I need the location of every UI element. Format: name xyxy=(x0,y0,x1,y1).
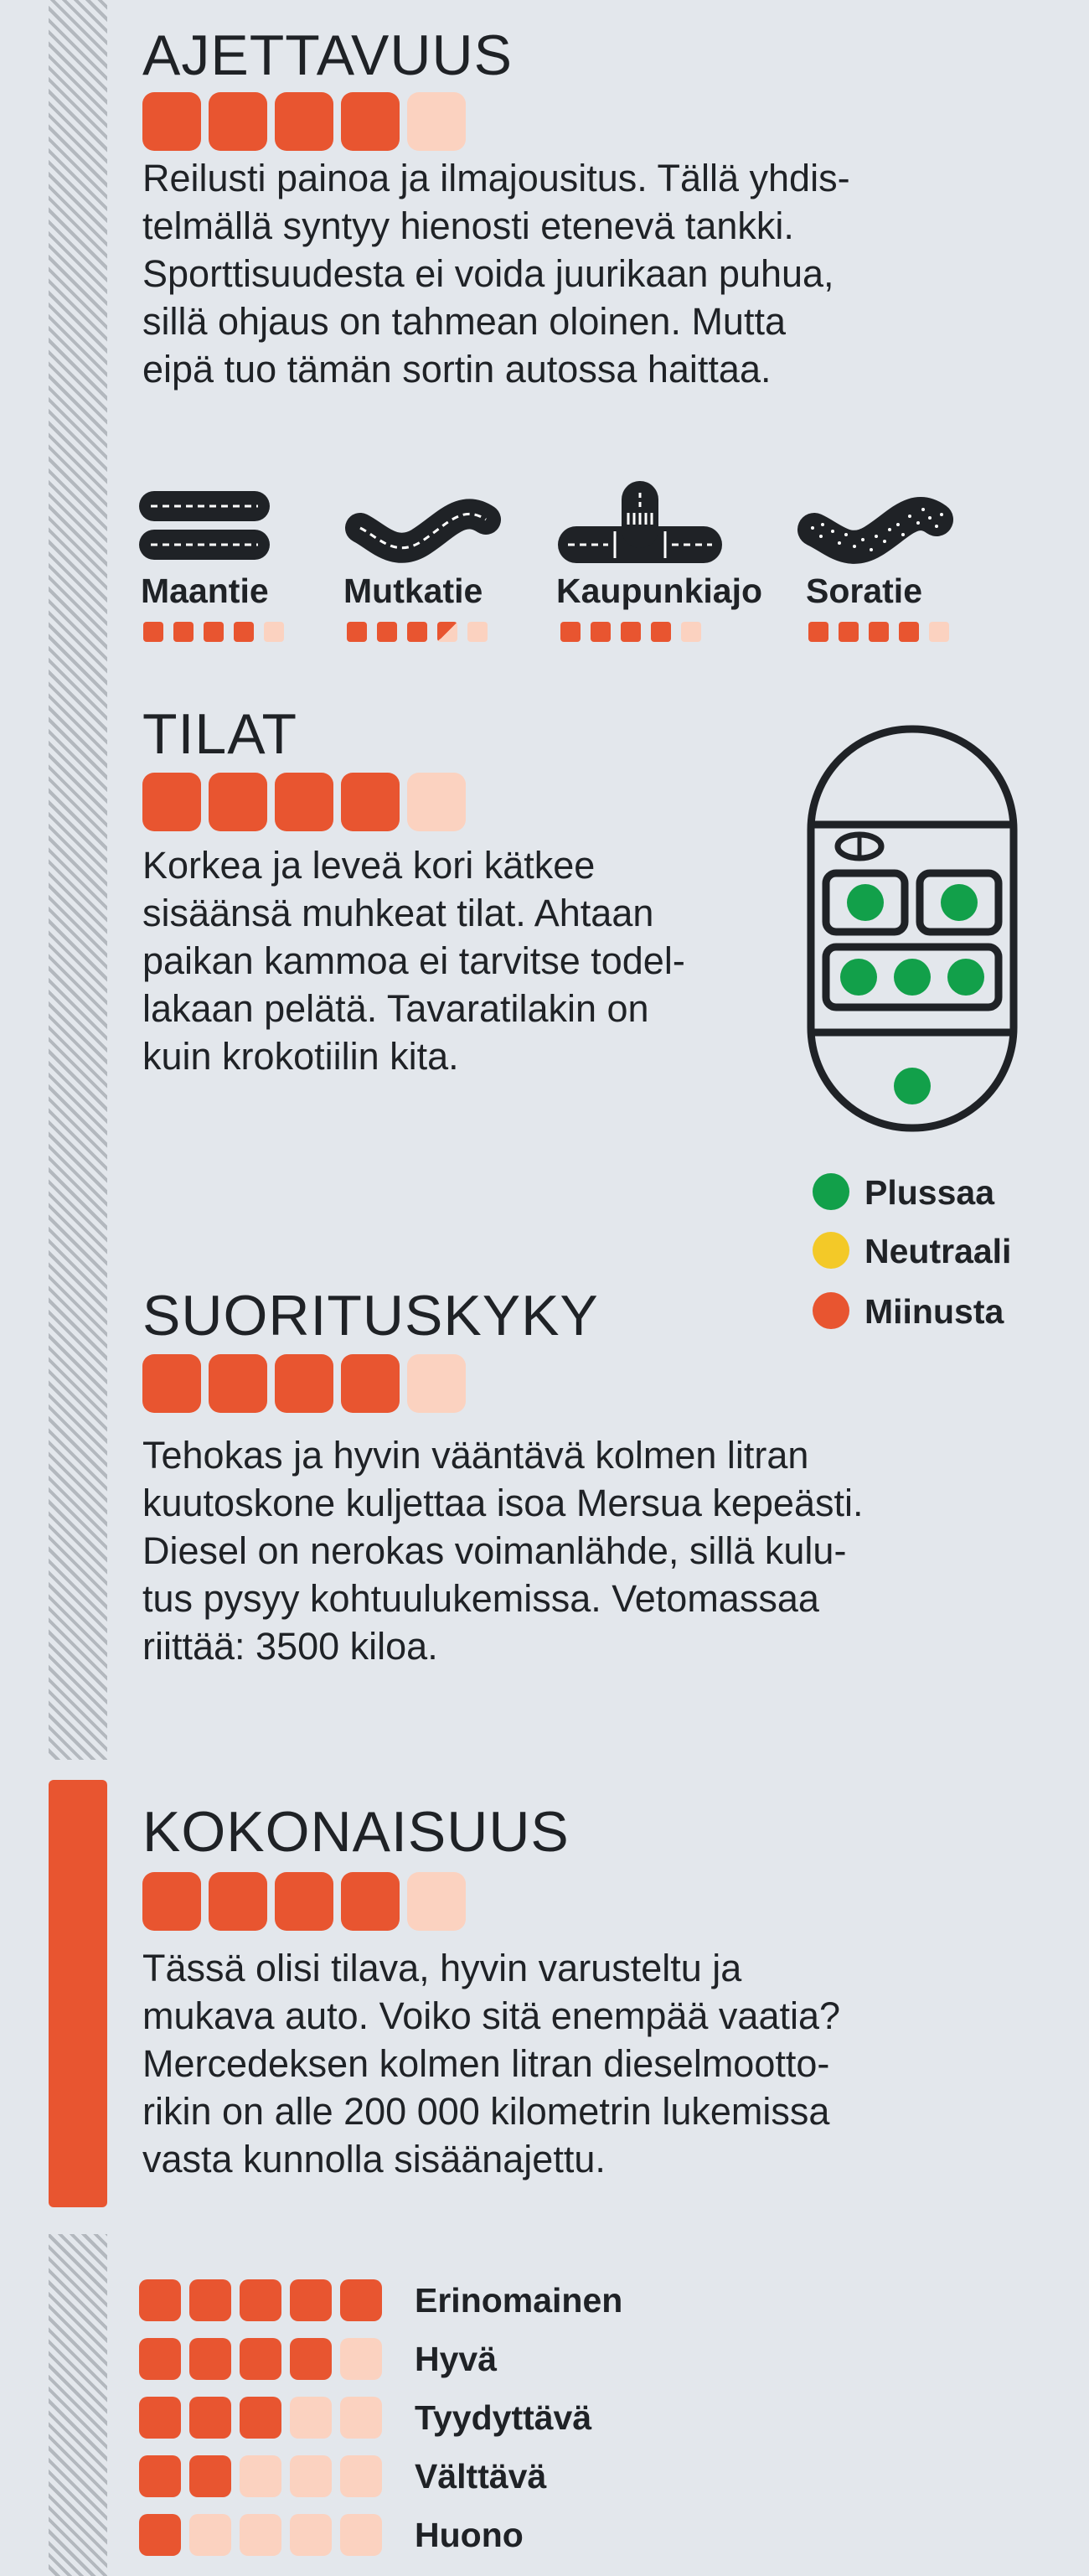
rating-kaupunkiajo xyxy=(560,622,711,642)
rating-square xyxy=(808,622,828,642)
rating-square xyxy=(234,622,254,642)
scale-label-2: Välttävä xyxy=(415,2457,547,2496)
rating-square xyxy=(347,622,367,642)
rating-square xyxy=(341,92,400,151)
rating-square xyxy=(173,622,194,642)
legend-label-minus: Miinusta xyxy=(864,1292,1004,1331)
road-label-mutkatie: Mutkatie xyxy=(343,572,483,610)
scale-label-4: Hyvä xyxy=(415,2340,498,2378)
gravel-road-icon xyxy=(796,494,955,565)
text-line: Diesel on nerokas voimanlähde, sillä kulu- xyxy=(142,1529,847,1572)
text-line: vasta kunnolla sisäänajettu. xyxy=(142,2138,606,2180)
section-title-suorituskyky: SUORITUSKYKY xyxy=(142,1284,599,1347)
rating-square xyxy=(377,622,397,642)
rating-square xyxy=(189,2397,231,2439)
rating-square xyxy=(139,2397,181,2439)
rating-square xyxy=(189,2338,231,2380)
rating-square xyxy=(340,2279,382,2321)
text-tilat xyxy=(142,841,685,1080)
section-title-ajettavuus: AJETTAVUUS xyxy=(142,23,513,87)
legend-dot-minus xyxy=(813,1292,849,1329)
rating-square xyxy=(407,1354,466,1413)
rating-square xyxy=(275,1354,333,1413)
rating-square xyxy=(341,773,400,831)
scale-row-1 xyxy=(139,2514,390,2556)
rating-square xyxy=(209,92,267,151)
legend-dot-plus xyxy=(813,1173,849,1210)
rating-square xyxy=(142,1872,201,1931)
rating-square xyxy=(290,2397,332,2439)
rating-square xyxy=(341,1872,400,1931)
text-ajettavuus xyxy=(142,154,850,393)
legend-label-plus: Plussaa xyxy=(864,1173,994,1212)
highway-icon xyxy=(137,488,271,565)
scale-row-2 xyxy=(139,2455,390,2497)
text-line: telmällä syntyy hienosti etenevä tankki. xyxy=(142,204,794,247)
scale-row-5 xyxy=(139,2279,390,2321)
section-title-kokonaisuus: KOKONAISUUS xyxy=(142,1800,570,1864)
text-line: kuin krokotiilin kita. xyxy=(142,1035,459,1078)
text-line: eipä tuo tämän sortin autossa haittaa. xyxy=(142,348,772,391)
text-line: Korkea ja leveä kori kätkee xyxy=(142,844,596,887)
rating-square xyxy=(341,1354,400,1413)
rating-square xyxy=(264,622,284,642)
rating-square xyxy=(340,2338,382,2380)
rating-square xyxy=(621,622,641,642)
rating-square xyxy=(240,2397,281,2439)
text-suorituskyky xyxy=(142,1431,864,1670)
winding-road-icon xyxy=(343,494,503,565)
scale-label-3: Tyydyttävä xyxy=(415,2398,592,2437)
rating-square xyxy=(139,2279,181,2321)
text-line: Sporttisuudesta ei voida juurikaan puhua, xyxy=(142,252,834,295)
scale-label-5: Erinomainen xyxy=(415,2281,623,2320)
rating-tilat xyxy=(142,773,473,831)
rating-square xyxy=(929,622,949,642)
rating-square xyxy=(189,2514,231,2556)
rating-suorituskyky xyxy=(142,1354,473,1413)
rating-square xyxy=(681,622,701,642)
rating-square xyxy=(139,2514,181,2556)
rating-square xyxy=(275,92,333,151)
text-line: Mercedeksen kolmen litran dieselmootto- xyxy=(142,2042,830,2085)
rating-square xyxy=(437,622,457,642)
rating-square xyxy=(899,622,919,642)
rating-square xyxy=(240,2455,281,2497)
scale-row-3 xyxy=(139,2397,390,2439)
rating-square xyxy=(209,1872,267,1931)
rating-square xyxy=(240,2514,281,2556)
rating-square xyxy=(209,773,267,831)
rating-square xyxy=(869,622,889,642)
rating-square xyxy=(209,1354,267,1413)
legend-label-neutral: Neutraali xyxy=(864,1232,1012,1270)
rating-square xyxy=(275,1872,333,1931)
text-line: riittää: 3500 kiloa. xyxy=(142,1625,438,1668)
rating-square xyxy=(143,622,163,642)
rating-square xyxy=(407,92,466,151)
road-label-kaupunkiajo: Kaupunkiajo xyxy=(556,572,763,610)
rating-square xyxy=(290,2279,332,2321)
road-label-maantie: Maantie xyxy=(141,572,269,610)
rating-ajettavuus xyxy=(142,92,473,151)
rating-square xyxy=(340,2514,382,2556)
rating-square xyxy=(142,1354,201,1413)
text-kokonaisuus xyxy=(142,1944,840,2183)
text-line: sisäänsä muhkeat tilat. Ahtaan xyxy=(142,892,654,934)
rating-mutkatie xyxy=(347,622,498,642)
scale-row-4 xyxy=(139,2338,390,2380)
rating-square xyxy=(839,622,859,642)
rating-square xyxy=(142,92,201,151)
rating-square xyxy=(407,1872,466,1931)
text-line: kuutoskone kuljettaa isoa Mersua kepeästi. xyxy=(142,1482,864,1524)
rating-square xyxy=(407,622,427,642)
rating-square xyxy=(139,2338,181,2380)
text-line: tus pysyy kohtuulukemissa. Vetomassaa xyxy=(142,1577,819,1620)
rating-square xyxy=(204,622,224,642)
rating-square xyxy=(591,622,611,642)
rating-square xyxy=(340,2455,382,2497)
text-line: Tehokas ja hyvin vääntävä kolmen litran xyxy=(142,1434,809,1477)
rating-square xyxy=(467,622,488,642)
rating-square xyxy=(290,2514,332,2556)
legend-dot-neutral xyxy=(813,1232,849,1269)
rating-square xyxy=(560,622,581,642)
text-line: rikin on alle 200 000 kilometrin lukemissa xyxy=(142,2090,830,2133)
rating-square xyxy=(240,2279,281,2321)
rating-square xyxy=(189,2279,231,2321)
rating-square xyxy=(142,773,201,831)
text-line: paikan kammoa ei tarvitse todel- xyxy=(142,939,685,982)
rating-square xyxy=(189,2455,231,2497)
decorative-red-bar xyxy=(49,1780,107,2207)
rating-maantie xyxy=(143,622,294,642)
rating-kokonaisuus xyxy=(142,1872,473,1931)
car-interior-icon xyxy=(806,724,1019,1133)
text-line: lakaan pelätä. Tavaratilakin on xyxy=(142,987,649,1030)
rating-square xyxy=(240,2338,281,2380)
decorative-stripe-top xyxy=(49,0,107,1760)
rating-square xyxy=(651,622,671,642)
rating-square xyxy=(340,2397,382,2439)
rating-square xyxy=(139,2455,181,2497)
rating-square xyxy=(290,2338,332,2380)
scale-label-1: Huono xyxy=(415,2516,524,2554)
rating-square xyxy=(290,2455,332,2497)
decorative-stripe-bottom xyxy=(49,2234,107,2576)
text-line: Tässä olisi tilava, hyvin varusteltu ja xyxy=(142,1947,742,1989)
rating-square xyxy=(275,773,333,831)
text-line: Reilusti painoa ja ilmajousitus. Tällä yhdis- xyxy=(142,157,850,199)
rating-square xyxy=(407,773,466,831)
text-line: mukava auto. Voiko sitä enempää vaatia? xyxy=(142,1994,841,2037)
text-line: sillä ohjaus on tahmean oloinen. Mutta xyxy=(142,300,786,343)
city-road-icon xyxy=(556,479,724,566)
rating-soratie xyxy=(808,622,959,642)
road-label-soratie: Soratie xyxy=(806,572,922,610)
section-title-tilat: TILAT xyxy=(142,702,298,766)
